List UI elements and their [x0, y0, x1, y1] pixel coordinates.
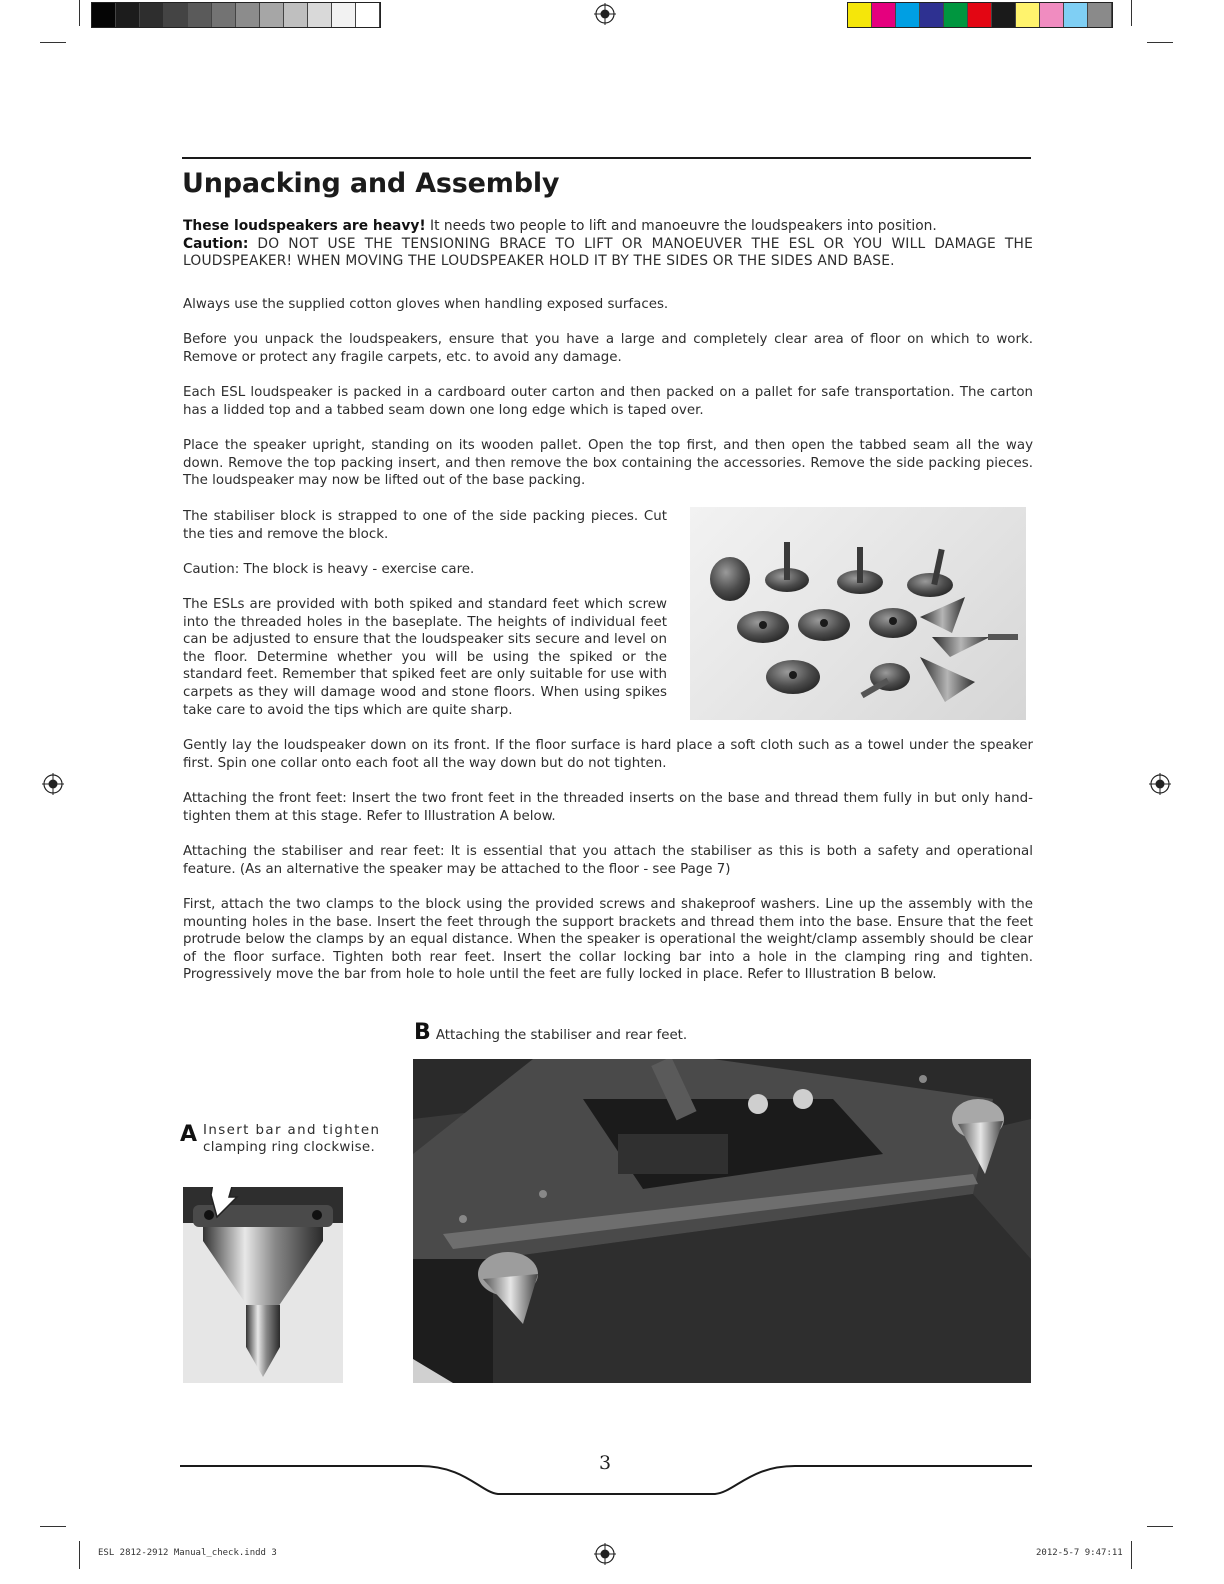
caution-text: DO NOT USE THE TENSIONING BRACE TO LIFT OR MANOEUVER THE ESL OR YOU WILL DAMAGE THE LOUDSPEAKER! WHEN MOVING THE LOUDSPEAKER HOLD IT BY THE SIDES OR THE SIDES AND BASE.: [183, 235, 1033, 270]
swatch: [896, 3, 920, 27]
paragraph-floor: Before you unpack the loudspeakers, ensure that you have a large and completely clear area of floor on which to work. Remove or protect any fragile carpets, etc. to avoid any damage.: [183, 332, 1033, 365]
paragraph-block-caution: Caution: The block is heavy - exercise care.: [183, 562, 475, 577]
swatch: [92, 3, 116, 27]
illustration-a-line1: Insert bar and tighten: [203, 1123, 381, 1138]
swatch: [1064, 3, 1088, 27]
illustration-a-photo: [183, 1187, 343, 1383]
swatch: [920, 3, 944, 27]
page-title: Unpacking and Assembly: [182, 168, 560, 199]
paragraph-upright: Place the speaker upright, standing on its wooden pallet. Open the top first, and then open the tabbed seam all the way down. Remove the top packing insert, and then remove the box containing the accessories. Remove the side packing pieces. The loudspeaker may now be lifted out of the base packing.: [183, 438, 1033, 489]
paragraph-gloves: Always use the supplied cotton gloves when handling exposed surfaces.: [183, 297, 669, 312]
illustration-b-photo: [413, 1059, 1031, 1383]
crop-mark: [1131, 0, 1132, 26]
illustration-a-line2: clamping ring clockwise.: [203, 1140, 376, 1155]
swatch: [848, 3, 872, 27]
page-number: 3: [598, 1452, 612, 1474]
swatch: [236, 3, 260, 27]
paragraph-lay-down: Gently lay the loudspeaker down on its front. If the floor surface is hard place a soft cloth such as a towel under the speaker first. Spin one collar onto each foot all the way down but do not tighten.: [183, 738, 1033, 771]
registration-mark-icon: [1149, 773, 1171, 795]
paragraph-clamps: First, attach the two clamps to the block using the provided screws and shakeproof washers. Line up the assembly with the mounting holes in the base. Insert the feet through the support brackets and thread them into the base. Ensure that the feet protrude below the clamps by an equal distance. When the speaker is operational the weight/clamp assembly should be clear of the floor surface. Tighten both rear feet. Insert the collar locking bar into a hole in the clamping ring and tighten. Progressively move the bar from hole to hole until the feet are fully locked in place. Refer to Illustration B below.: [183, 897, 1033, 983]
crop-mark: [79, 0, 80, 26]
illustration-a-letter: A: [180, 1122, 198, 1147]
swatch: [188, 3, 212, 27]
crop-mark: [1147, 42, 1173, 43]
illustration-a-caption: [180, 1122, 380, 1156]
heavy-warning-text: It needs two people to lift and manoeuvre the loudspeakers into position.: [425, 218, 937, 234]
grayscale-bar: [91, 2, 381, 28]
heavy-warning-lead: These loudspeakers are heavy!: [183, 218, 426, 234]
color-bar: [847, 2, 1113, 28]
swatch: [1088, 3, 1112, 27]
crop-mark: [1147, 1526, 1173, 1527]
swatch: [1040, 3, 1064, 27]
swatch: [356, 3, 380, 27]
feet-photo: [690, 507, 1026, 720]
swatch: [212, 3, 236, 27]
swatch: [944, 3, 968, 27]
heavy-warning: [183, 218, 1033, 271]
illustration-b-text: Attaching the stabiliser and rear feet.: [435, 1028, 688, 1043]
footer-rule: [180, 1462, 1032, 1496]
swatch: [284, 3, 308, 27]
swatch: [992, 3, 1016, 27]
swatch: [332, 3, 356, 27]
paragraph-front-feet: Attaching the front feet: Insert the two front feet in the threaded inserts on the base and thread them fully in but only hand-tighten them at this stage. Refer to Illustration A below.: [183, 791, 1033, 824]
paragraph-stabiliser: The stabiliser block is strapped to one of the side packing pieces. Cut the ties and remove the block.: [183, 509, 667, 542]
swatch: [116, 3, 140, 27]
registration-mark-icon: [594, 1543, 616, 1565]
caution-label: Caution:: [183, 235, 249, 252]
slug-timestamp: 2012-5-7 9:47:11: [1036, 1548, 1123, 1558]
registration-mark-icon: [42, 773, 64, 795]
crop-mark: [40, 1526, 66, 1527]
crop-mark: [1131, 1541, 1132, 1569]
swatch: [140, 3, 164, 27]
swatch: [872, 3, 896, 27]
swatch: [1016, 3, 1040, 27]
header-rule: [182, 157, 1031, 159]
paragraph-packing: Each ESL loudspeaker is packed in a cardboard outer carton and then packed on a pallet for safe transportation. The carton has a lidded top and a tabbed seam down one long edge which is taped over.: [183, 385, 1033, 418]
slug-file-info: ESL 2812-2912 Manual_check.indd 3: [98, 1548, 277, 1558]
swatch: [260, 3, 284, 27]
swatch: [164, 3, 188, 27]
registration-mark-icon: [594, 3, 616, 25]
illustration-b-caption: [414, 1020, 687, 1045]
swatch: [308, 3, 332, 27]
illustration-b-letter: B: [414, 1020, 431, 1045]
swatch: [968, 3, 992, 27]
paragraph-rear-feet: Attaching the stabiliser and rear feet: It is essential that you attach the stabiliser as this is both a safety and operational feature. (As an alternative the speaker may be attached to the floor - see Page 7): [183, 844, 1033, 877]
paragraph-feet: The ESLs are provided with both spiked and standard feet which screw into the threaded holes in the baseplate. The heights of individual feet can be adjusted to ensure that the loudspeaker sits secure and level on the floor. Determine whether you will be using the spiked or the standard feet. Remember that spiked feet are only suitable for use with carpets as they will damage wood and stone floors. When using spikes take care to avoid the tips which are quite sharp.: [183, 597, 667, 718]
crop-mark: [79, 1541, 80, 1569]
crop-mark: [40, 42, 66, 43]
